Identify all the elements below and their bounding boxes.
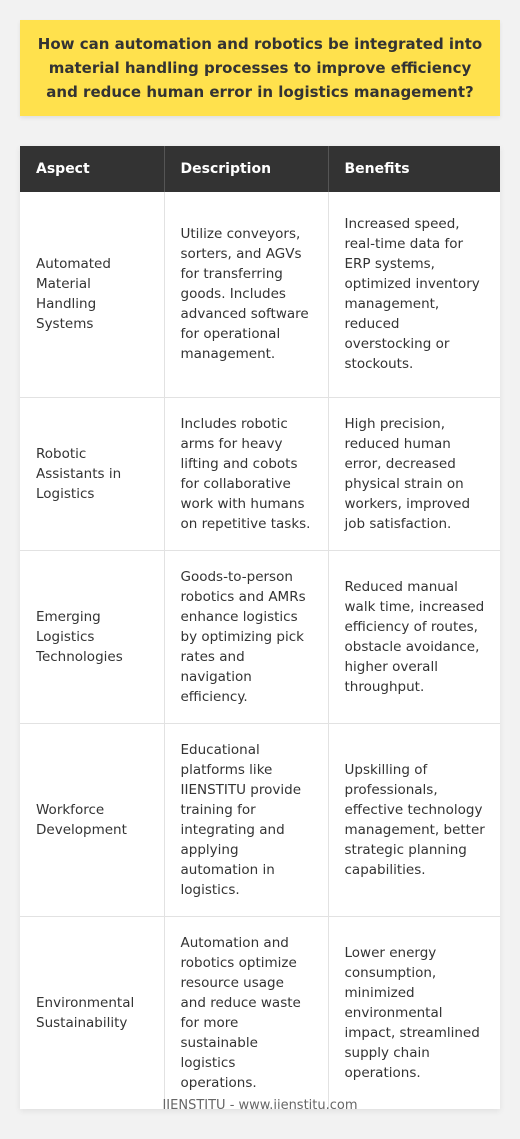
header-aspect: Aspect <box>20 146 164 192</box>
comparison-table-container <box>20 146 500 1109</box>
table-row <box>20 723 500 916</box>
cell-benefits: High precision, reduced human error, decreased physical strain on workers, improved job satisfaction. <box>328 397 500 550</box>
table-body <box>20 192 500 1109</box>
cell-benefits: Lower energy consumption, minimized environmental impact, streamlined supply chain operations. <box>328 916 500 1109</box>
table-row <box>20 192 500 397</box>
cell-description: Utilize conveyors, sorters, and AGVs for transferring goods. Includes advanced software for operational management. <box>164 192 328 397</box>
cell-benefits: Reduced manual walk time, increased efficiency of routes, obstacle avoidance, higher overall throughput. <box>328 550 500 723</box>
question-text: How can automation and robotics be integrated into material handling processes to improve efficiency and reduce human error in logistics management? <box>37 35 483 101</box>
cell-description: Automation and robotics optimize resource usage and reduce waste for more sustainable logistics operations. <box>164 916 328 1109</box>
cell-aspect: Environmental Sustainability <box>20 916 164 1109</box>
header-benefits: Benefits <box>328 146 500 192</box>
cell-description: Includes robotic arms for heavy lifting and cobots for collaborative work with humans on repetitive tasks. <box>164 397 328 550</box>
cell-benefits: Increased speed, real-time data for ERP systems, optimized inventory management, reduced overstocking or stockouts. <box>328 192 500 397</box>
comparison-table <box>20 146 500 1109</box>
cell-aspect: Workforce Development <box>20 723 164 916</box>
cell-description: Goods-to-person robotics and AMRs enhance logistics by optimizing pick rates and navigation efficiency. <box>164 550 328 723</box>
cell-aspect: Automated Material Handling Systems <box>20 192 164 397</box>
table-row <box>20 397 500 550</box>
cell-aspect: Robotic Assistants in Logistics <box>20 397 164 550</box>
table-header-row <box>20 146 500 192</box>
header-description: Description <box>164 146 328 192</box>
question-banner <box>20 20 500 116</box>
table-header <box>20 146 500 192</box>
cell-benefits: Upskilling of professionals, effective technology management, better strategic planning capabilities. <box>328 723 500 916</box>
table-row <box>20 550 500 723</box>
table-row <box>20 916 500 1109</box>
cell-description: Educational platforms like IIENSTITU provide training for integrating and applying automation in logistics. <box>164 723 328 916</box>
footer-credit: IIENSTITU - www.iienstitu.com <box>162 1098 358 1113</box>
cell-aspect: Emerging Logistics Technologies <box>20 550 164 723</box>
